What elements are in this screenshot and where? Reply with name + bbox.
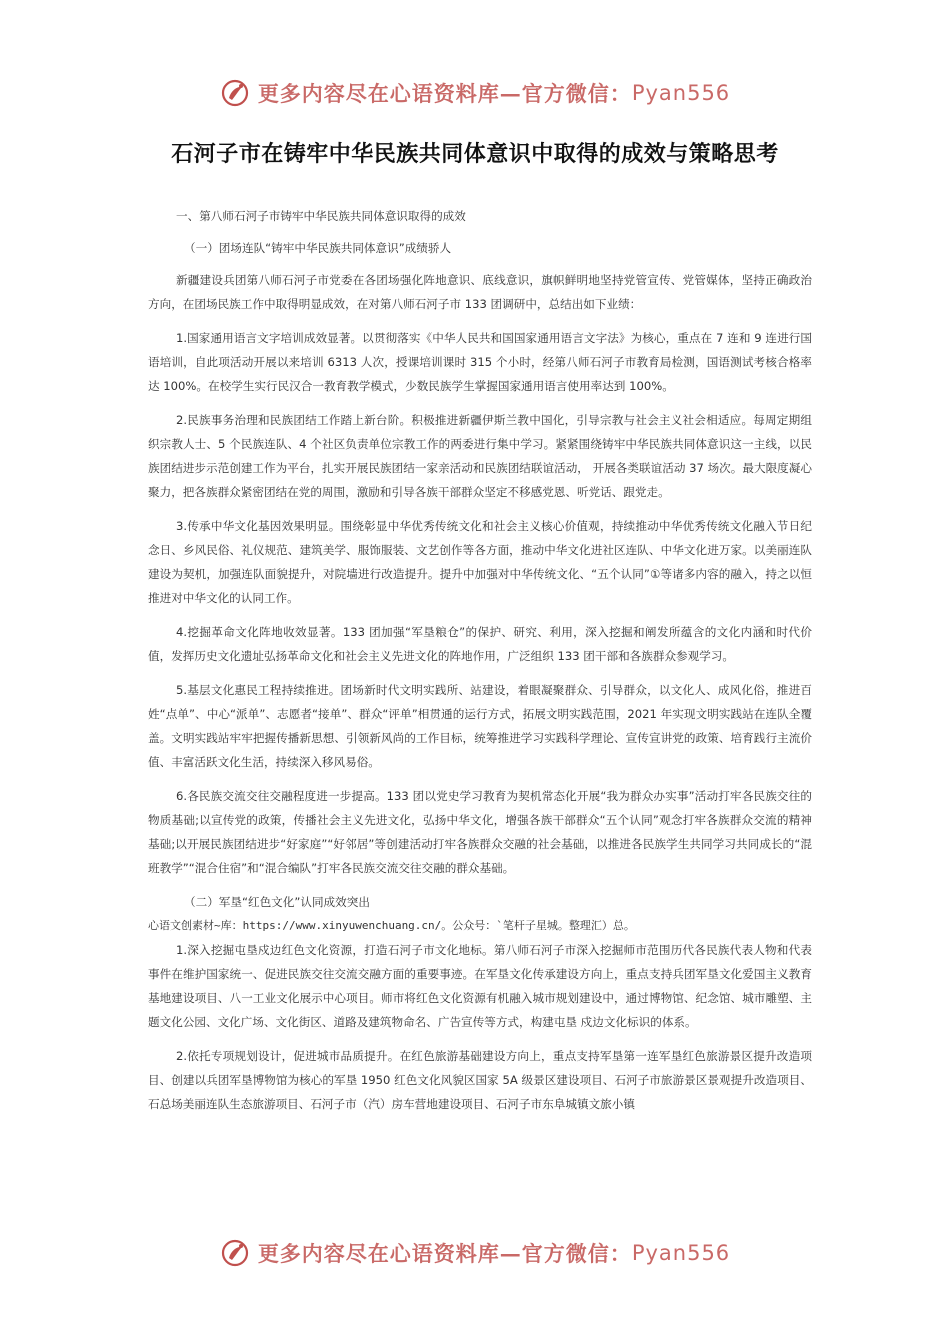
banner-text: 更多内容尽在心语资料库—官方微信：	[257, 81, 632, 106]
list-item: 1.国家通用语言文字培训成效显著。以贯彻落实《中华人民共和国国家通用语言文字法》为核心，重点在 7 连和 9 连进行国语培训，自此项活动开展以来培训 6313 人次，授课培训课时 315 个小时，经第八师石河子市教育局检测，国语测试考核合格率达 100%。在校学生实行民汉合一教育教学模式，少数民族学生掌握国家通用语言使用率达到 100%。	[148, 331, 812, 393]
intro-paragraph: 新疆建设兵团第八师石河子市党委在各团场强化阵地意识、底线意识，旗帜鲜明地坚持党管宣传、党管媒体，坚持正确政治方向，在团场民族工作中取得明显成效，在对第八师石河子市 133 团调研中，总结出如下业绩：	[148, 273, 812, 311]
banner-text: 更多内容尽在心语资料库—官方微信：	[257, 1241, 632, 1266]
subsection-heading: （二）军垦“红色文化”认同成效突出	[184, 895, 370, 909]
section-heading: 一、第八师石河子市铸牢中华民族共同体意识取得的成效	[176, 209, 466, 223]
header-banner	[0, 73, 950, 113]
document-body	[148, 204, 812, 1126]
list-item: 2.依托专项规划设计，促进城市品质提升。在红色旅游基础建设方向上，重点支持军垦第一连军垦红色旅游景区提升改造项目、创建以兵团军垦博物馆为核心的军垦 1950 红色文化风貌区国家 5A 级景区建设项目、石河子市旅游景区景观提升改造项目、石总场美丽连队生态旅游项目、石河子市（汽）房车营地建设项目、石河子市东阜城镇文旅小镇	[148, 1049, 812, 1111]
banner-wechat-id: Pyan556	[631, 1241, 731, 1265]
list-item: 4.挖掘革命文化阵地收效显著。133 团加强“军垦粮仓”的保护、研究、利用，深入挖掘和阐发所蕴含的文化内涵和时代价值，发挥历史文化遗址弘扬革命文化和社会主义先进文化的阵地作用，广泛组织 133 团干部和各族群众参观学习。	[148, 625, 812, 663]
source-line: 心语文创素材~库：https://www.xinyuwenchuang.cn/。公众号：`笔杆子星城。整理汇）总。	[148, 919, 635, 932]
brand-logo-icon	[220, 78, 250, 108]
footer-banner	[0, 1233, 950, 1273]
subsection-heading: （一）团场连队“铸牢中华民族共同体意识”成绩骄人	[184, 241, 452, 255]
list-item: 3.传承中华文化基因效果明显。围绕彰显中华优秀传统文化和社会主义核心价值观，持续推动中华优秀传统文化融入节日纪念日、乡风民俗、礼仪规范、建筑美学、服饰服装、文艺创作等各方面，推动中华文化进社区连队、中华文化进万家。以美丽连队建设为契机，加强连队面貌提升，对院墙进行改造提升。提升中加强对中华传统文化、“五个认同”①等诸多内容的融入，持之以恒推进对中华文化的认同工作。	[148, 519, 812, 605]
list-item: 2.民族事务治理和民族团结工作踏上新台阶。积极推进新疆伊斯兰教中国化，引导宗教与社会主义社会相适应。每周定期组织宗教人士、5 个民族连队、4 个社区负责单位宗教工作的两委进行集中学习。紧紧围绕铸牢中华民族共同体意识这一主线，以民族团结进步示范创建工作为平台，扎实开展民族团结一家亲活动和民族团结联谊活动， 开展各类联谊活动 37 场次。最大限度凝心聚力，把各族群众紧密团结在党的周围，激励和引导各族干部群众坚定不移感党恩、听党话、跟党走。	[148, 413, 812, 499]
list-item: 1.深入挖掘屯垦戍边红色文化资源，打造石河子市文化地标。第八师石河子市深入挖掘师市范围历代各民族代表人物和代表事件在维护国家统一、促进民族交往交流交融方面的重要事迹。在军垦文化传承建设方向上，重点支持兵团军垦文化爱国主义教育基地建设项目、八一工业文化展示中心项目。师市将红色文化资源有机融入城市规划建设中，通过博物馆、纪念馆、城市雕塑、主题文化公园、文化广场、文化街区、道路及建筑物命名、广告宣传等方式，构建屯垦 戍边文化标识的体系。	[148, 943, 812, 1029]
brand-logo-icon	[220, 1238, 250, 1268]
document-title: 石河子市在铸牢中华民族共同体意识中取得的成效与策略思考	[171, 142, 779, 167]
banner-wechat-id: Pyan556	[631, 81, 731, 105]
list-item: 6.各民族交流交往交融程度进一步提高。133 团以党史学习教育为契机常态化开展“我为群众办实事”活动打牢各民族交往的物质基础;以宣传党的政策，传播社会主义先进文化，弘扬中华文化，增强各族干部群众“五个认同”观念打牢各族群众交流的精神基础;以开展民族团结进步“好家庭”“好邻居”等创建活动打牢各族群众交融的社会基础，以推进各民族学生共同学习共同成长的“混班教学”“混合住宿”和“混合编队”打牢各民族交流交往交融的群众基础。	[148, 789, 812, 875]
list-item: 5.基层文化惠民工程持续推进。团场新时代文明实践所、站建设，着眼凝聚群众、引导群众，以文化人、成风化俗，推进百姓“点单”、中心“派单”、志愿者“接单”、群众“评单”相贯通的运行方式，拓展文明实践范围，2021 年实现文明实践站在连队全覆盖。文明实践站牢牢把握传播新思想、引领新风尚的工作目标，统筹推进学习实践科学理论、宣传宣讲党的政策、培育践行主流价值、丰富活跃文化生活，持续深入移风易俗。	[148, 683, 812, 769]
